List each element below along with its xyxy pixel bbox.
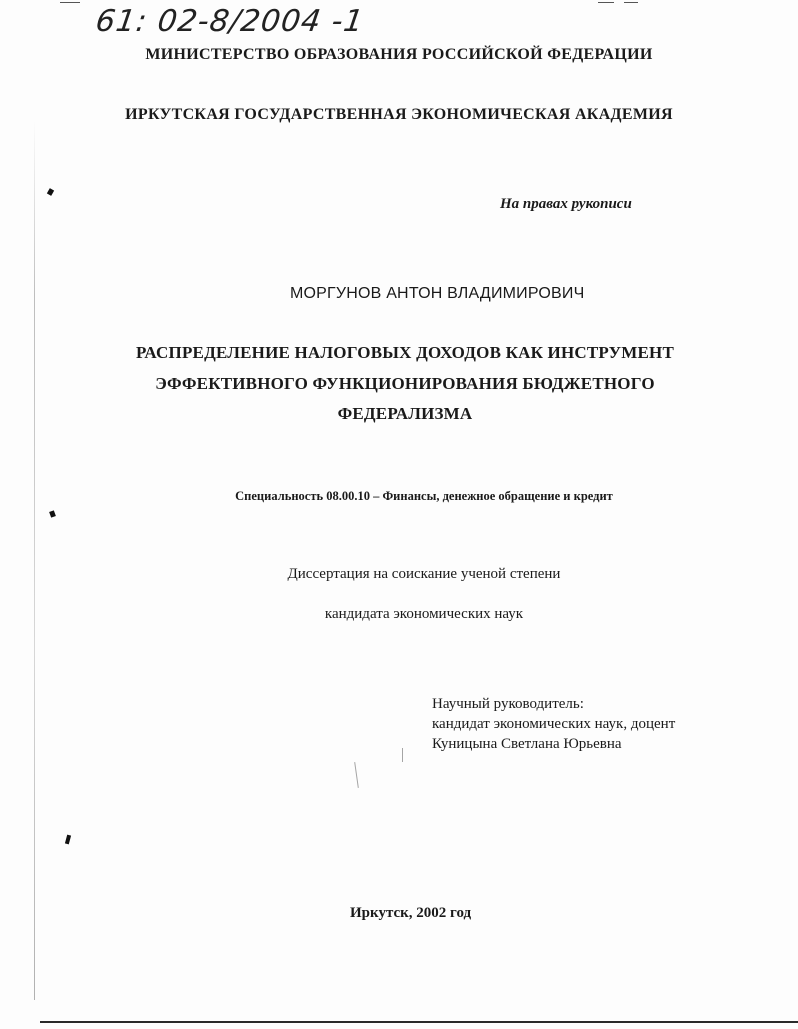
specialty-line: Специальность 08.00.10 – Финансы, денежное обращение и кредит: [235, 489, 613, 503]
scan-speck: [65, 835, 71, 845]
scan-mark: [402, 748, 403, 762]
supervisor-label: Научный руководитель:: [432, 696, 584, 712]
scan-artifact: [598, 2, 614, 3]
supervisor-degree: кандидат экономических наук, доцент: [432, 716, 676, 732]
scan-speck: [49, 510, 56, 517]
registration-number-handwritten: 61: 02-8/2004 -1: [93, 4, 367, 39]
dissertation-title-line-2: ЭФФЕКТИВНОГО ФУНКЦИОНИРОВАНИЯ БЮДЖЕТНОГО: [155, 374, 655, 393]
supervisor-name: Куницына Светлана Юрьевна: [432, 736, 622, 752]
place-and-year: Иркутск, 2002 год: [350, 905, 472, 921]
scan-mark: [354, 762, 359, 788]
scan-artifact: [624, 2, 638, 3]
author-name: МОРГУНОВ АНТОН ВЛАДИМИРОВИЧ: [290, 285, 585, 302]
dissertation-title-line-3: ФЕДЕРАЛИЗМА: [337, 404, 473, 423]
manuscript-rights-note: На правах рукописи: [500, 196, 632, 212]
scan-edge-bottom: [40, 1021, 798, 1023]
scan-artifact: [60, 2, 80, 3]
dissertation-degree-line-2: кандидата экономических наук: [324, 606, 524, 622]
academy-heading: ИРКУТСКАЯ ГОСУДАРСТВЕННАЯ ЭКОНОМИЧЕСКАЯ АКАДЕМИЯ: [125, 106, 673, 123]
scan-speck: [47, 188, 54, 196]
dissertation-title-line-1: РАСПРЕДЕЛЕНИЕ НАЛОГОВЫХ ДОХОДОВ КАК ИНСТРУМЕНТ: [136, 343, 674, 362]
dissertation-degree-line-1: Диссертация на соискание ученой степени: [287, 566, 561, 582]
ministry-heading: МИНИСТЕРСТВО ОБРАЗОВАНИЯ РОССИЙСКОЙ ФЕДЕРАЦИИ: [145, 46, 653, 63]
scan-edge-left: [34, 120, 35, 1000]
